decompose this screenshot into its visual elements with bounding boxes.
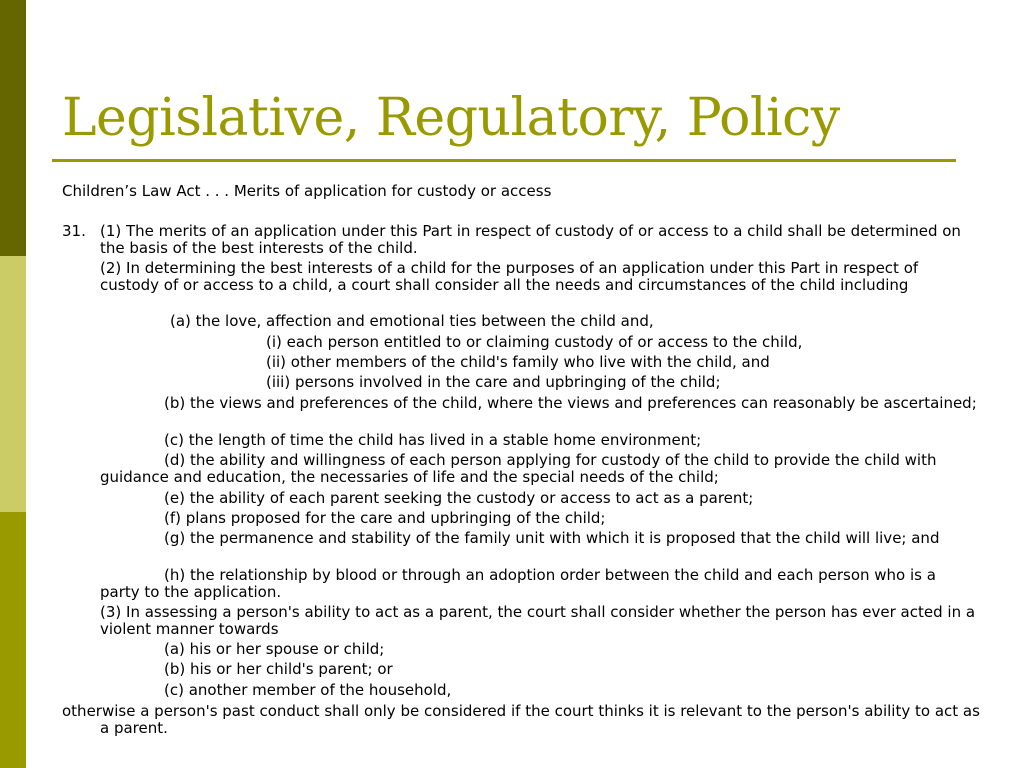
clause-2f: (f) plans proposed for the care and upbringing of the child; <box>164 509 606 527</box>
clause-2a: (a) the love, affection and emotional ties between the child and, <box>170 312 654 330</box>
clause-3a: (a) his or her spouse or child; <box>164 640 385 658</box>
clause-2b: (b) the views and preferences of the child, where the views and preferences can reasonably be ascertained; <box>164 394 977 412</box>
clause-2h: (h) the relationship by blood or through an adoption order between the child and each person who is a party to the application. <box>100 566 936 601</box>
clause-2d: (d) the ability and willingness of each person applying for custody of the child to provide the child with guidance and education, the necessaries of life and the special needs of the child; <box>100 451 937 486</box>
clause-2g: (g) the permanence and stability of the family unit with which it is proposed that the child will live; and <box>164 529 940 547</box>
subsection-1: (1) The merits of an application under this Part in respect of custody of or access to a child shall be determined on the basis of the best interests of the child. <box>100 222 961 257</box>
slide-title: Legislative, Regulatory, Policy <box>62 88 840 148</box>
closing-text: otherwise a person's past conduct shall only be considered if the court thinks it is relevant to the person's ability to act as a parent. <box>62 702 980 737</box>
decor-bar-bottom <box>0 512 26 768</box>
clause-2a-iii: (iii) persons involved in the care and upbringing of the child; <box>266 373 721 391</box>
subsection-2: (2) In determining the best interests of a child for the purposes of an application under this Part in respect of custody of or access to a child, a court shall consider all the needs and circumstances of the child including <box>100 259 919 294</box>
subsection-3: (3) In assessing a person's ability to act as a parent, the court shall consider whether the person has ever acted in a violent manner towards <box>100 603 976 638</box>
clause-2c: (c) the length of time the child has lived in a stable home environment; <box>164 431 702 449</box>
act-subtitle: Children’s Law Act . . . Merits of application for custody or access <box>62 182 552 200</box>
clause-2e: (e) the ability of each parent seeking the custody or access to act as a parent; <box>164 489 754 507</box>
decor-bar-top <box>0 0 26 256</box>
section-number: 31. <box>62 222 86 240</box>
title-underline <box>52 159 956 162</box>
decor-bar-middle <box>0 256 26 512</box>
clause-3c: (c) another member of the household, <box>164 681 452 699</box>
clause-2a-ii: (ii) other members of the child's family who live with the child, and <box>266 353 770 371</box>
clause-3b: (b) his or her child's parent; or <box>164 660 393 678</box>
clause-2a-i: (i) each person entitled to or claiming custody of or access to the child, <box>266 333 803 351</box>
